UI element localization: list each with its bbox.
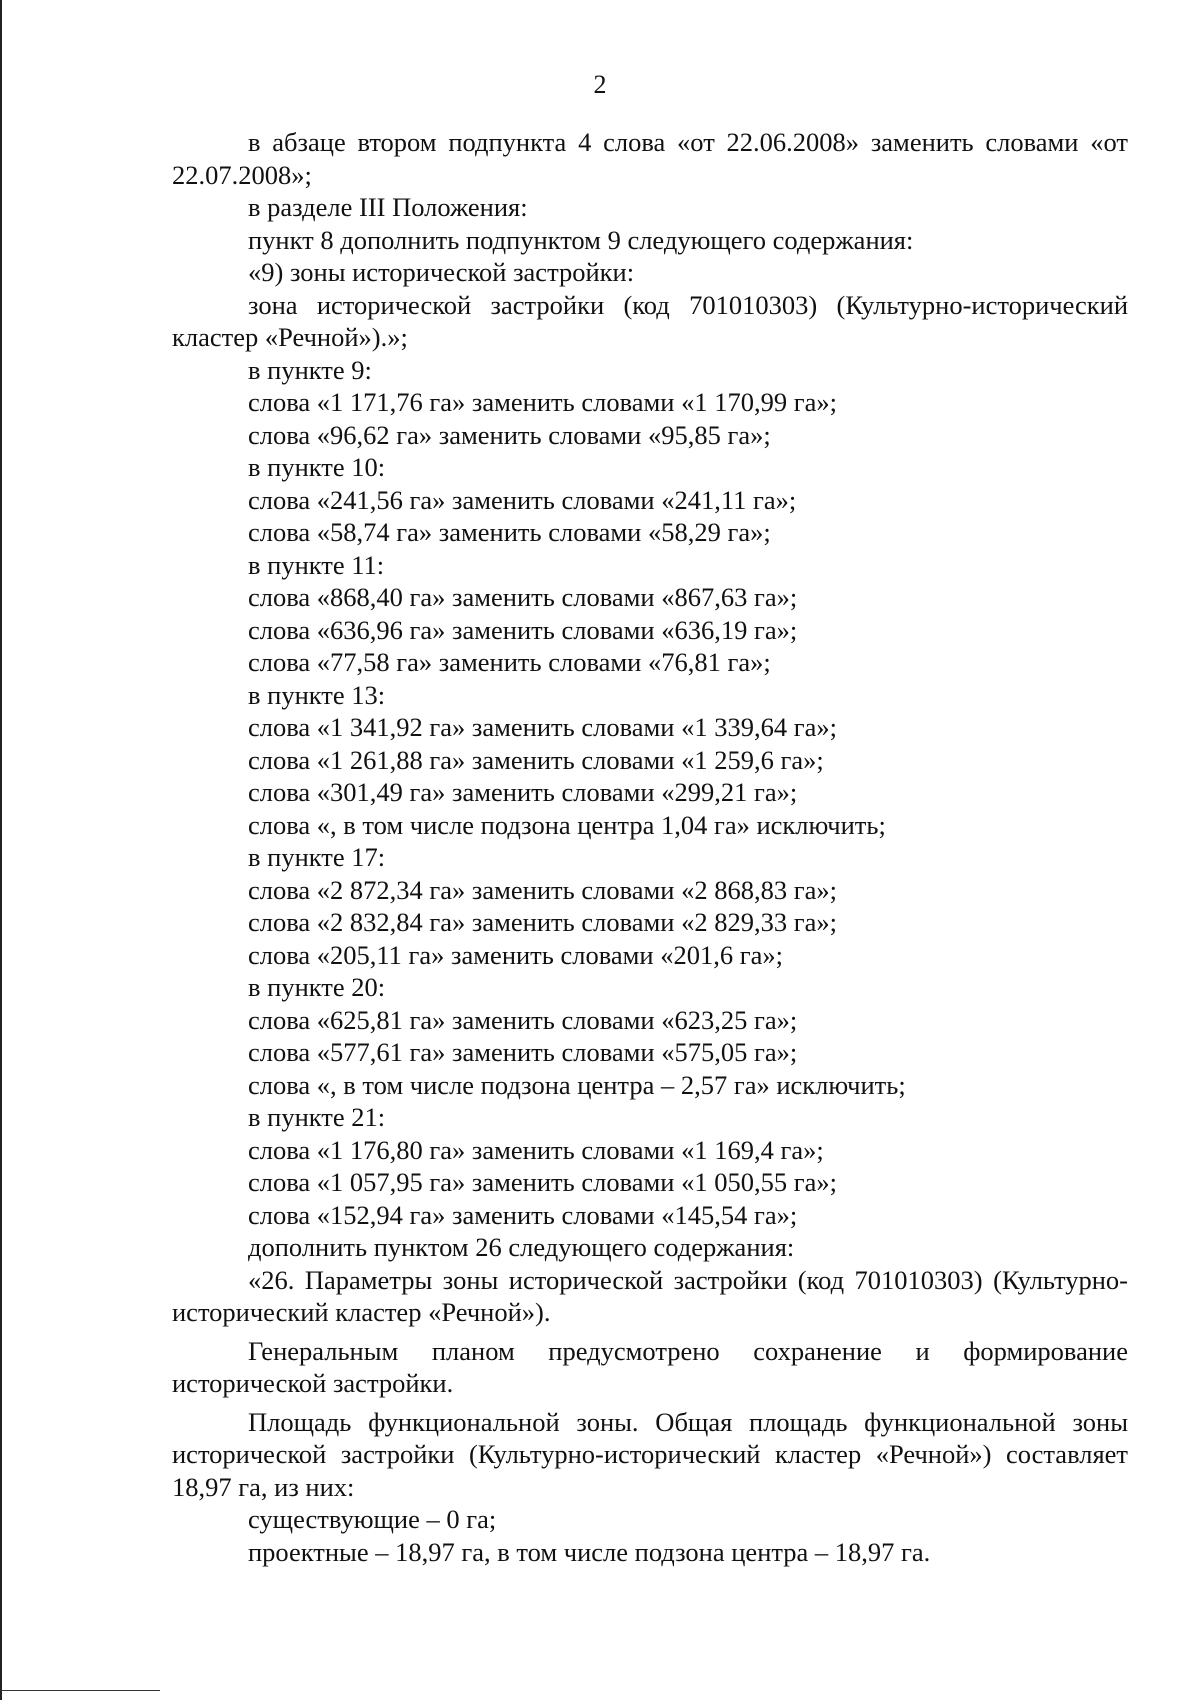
paragraph: слова «205,11 га» заменить словами «201,6 га»; (248, 939, 783, 970)
scan-edge-line (0, 0, 2, 1700)
paragraph: слова «1 341,92 га» заменить словами «1 339,64 га»; (248, 712, 837, 742)
paragraph: в пункте 21: (248, 1102, 386, 1132)
paragraph: слова «152,94 га» заменить словами «145,54 га»; (248, 1199, 798, 1230)
document-body (172, 126, 1128, 1568)
paragraph: в пункте 17: (248, 842, 386, 872)
paragraph: слова «868,40 га» заменить словами «867,63 га»; (248, 582, 798, 612)
paragraph: слова «241,56 га» заменить словами «241,11 га»; (248, 484, 797, 515)
paragraph: в разделе III Положения: (248, 192, 528, 222)
paragraph: слова «1 176,80 га» заменить словами «1 169,4 га»; (248, 1134, 824, 1165)
paragraph: слова «, в том числе подзона центра – 2,57 га» исключить; (248, 1069, 906, 1100)
paragraph: слова «301,49 га» заменить словами «299,21 га»; (248, 777, 798, 807)
paragraph: в абзаце втором подпункта 4 слова «от 22.06.2008» заменить словами «от 22.07.2008»; (172, 127, 1128, 190)
paragraph: зона исторической застройки (код 701010303) (Культурно-исторический кластер «Речной»).»; (172, 289, 1128, 352)
paragraph: слова «77,58 га» заменить словами «76,81 га»; (248, 647, 771, 677)
paragraph: слова «1 171,76 га» заменить словами «1 170,99 га»; (248, 387, 837, 417)
paragraph: слова «1 261,88 га» заменить словами «1 259,6 га»; (248, 744, 824, 775)
paragraph: слова «58,74 га» заменить словами «58,29 га»; (248, 517, 771, 547)
paragraph: Площадь функциональной зоны. Общая площадь функциональной зоны исторической застройки (Культурно-исторический кластер «Речной») составляет 18,97 га, из них: (172, 1406, 1128, 1502)
paragraph: в пункте 10: (248, 452, 386, 482)
paragraph: слова «625,81 га» заменить словами «623,25 га»; (248, 1004, 798, 1035)
paragraph: в пункте 13: (248, 679, 386, 710)
paragraph: в пункте 20: (248, 972, 386, 1002)
paragraph: слова «2 872,34 га» заменить словами «2 868,83 га»; (248, 874, 837, 905)
paragraph: существующие – 0 га; (248, 1504, 497, 1534)
paragraph: слова «2 832,84 га» заменить словами «2 829,33 га»; (248, 907, 837, 937)
paragraph: слова «577,61 га» заменить словами «575,05 га»; (248, 1037, 798, 1067)
paragraph: «26. Параметры зоны исторической застройки (код 701010303) (Культурно-исторический кластер «Речной»). (172, 1264, 1128, 1327)
paragraph: в пункте 11: (248, 549, 385, 580)
page-number: 2 (593, 70, 607, 99)
paragraph: слова «, в том числе подзона центра 1,04 га» исключить; (248, 809, 886, 840)
paragraph: слова «96,62 га» заменить словами «95,85 га»; (248, 419, 771, 450)
paragraph: дополнить пунктом 26 следующего содержания: (248, 1232, 795, 1262)
paragraph: проектные – 18,97 га, в том числе подзона центра – 18,97 га. (248, 1536, 931, 1567)
paragraph: слова «1 057,95 га» заменить словами «1 050,55 га»; (248, 1167, 837, 1197)
paragraph: «9) зоны исторической застройки: (248, 257, 635, 287)
paragraph: слова «636,96 га» заменить словами «636,19 га»; (248, 614, 798, 645)
paragraph: пункт 8 дополнить подпунктом 9 следующего содержания: (248, 224, 914, 255)
paragraph: в пункте 9: (248, 354, 372, 385)
scan-bottom-rule (0, 1690, 160, 1691)
paragraph: Генеральным планом предусмотрено сохранение и формирование исторической застройки. (172, 1335, 1128, 1398)
